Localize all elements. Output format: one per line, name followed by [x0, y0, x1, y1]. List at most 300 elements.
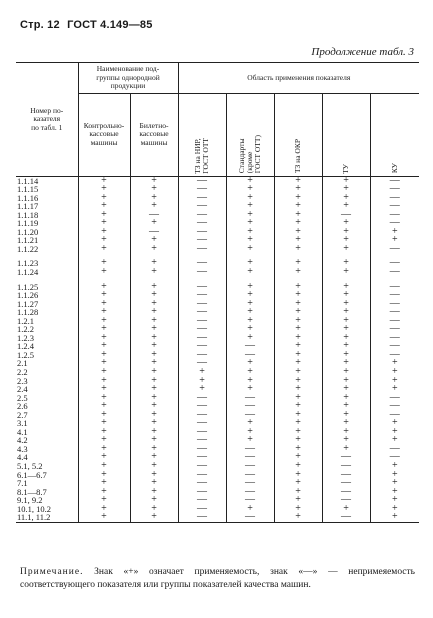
- applicability-mark: +: [322, 194, 370, 203]
- col-header-indicator-number: Номер по- казателя по табл. 1: [16, 63, 78, 177]
- applicability-mark: +: [78, 245, 130, 254]
- applicability-mark: +: [130, 268, 178, 277]
- applicability-mark: +: [130, 505, 178, 514]
- applicability-mark: +: [226, 377, 274, 386]
- applicability-mark: +: [78, 479, 130, 488]
- table-row: [16, 453, 419, 462]
- applicability-mark: +: [130, 488, 178, 497]
- applicability-mark: +: [322, 259, 370, 268]
- applicability-mark: +: [274, 445, 322, 454]
- applicability-mark: —: [370, 325, 419, 334]
- applicability-mark: +: [274, 325, 322, 334]
- applicability-mark: +: [274, 236, 322, 245]
- applicability-mark: +: [322, 342, 370, 351]
- applicability-mark: +: [130, 342, 178, 351]
- applicability-mark: +: [274, 453, 322, 462]
- table-row: [16, 513, 419, 522]
- applicability-mark: +: [78, 291, 130, 300]
- applicability-mark: +: [322, 291, 370, 300]
- applicability-mark: +: [274, 436, 322, 445]
- applicability-mark: +: [78, 202, 130, 211]
- applicability-mark: +: [78, 359, 130, 368]
- applicability-mark: +: [226, 428, 274, 437]
- applicability-mark: +: [274, 368, 322, 377]
- col-header-tu: ТУ: [322, 93, 370, 176]
- applicability-mark: +: [78, 351, 130, 360]
- table-row: [16, 428, 419, 437]
- applicability-mark: +: [322, 411, 370, 420]
- applicability-mark: +: [226, 325, 274, 334]
- indicator-number: 4.3: [16, 445, 78, 454]
- applicability-mark: +: [78, 317, 130, 326]
- applicability-mark: —: [322, 462, 370, 471]
- table-row: [16, 202, 419, 211]
- applicability-mark: —: [370, 453, 419, 462]
- applicability-mark: +: [226, 194, 274, 203]
- indicator-number: 1.1.17: [16, 202, 78, 211]
- applicability-mark: +: [78, 300, 130, 309]
- table-row: [16, 385, 419, 394]
- applicability-mark: —: [178, 342, 226, 351]
- applicability-mark: —: [178, 479, 226, 488]
- applicability-mark: —: [178, 308, 226, 317]
- applicability-mark: +: [274, 219, 322, 228]
- applicability-mark: +: [78, 176, 130, 185]
- applicability-mark: +: [78, 325, 130, 334]
- applicability-mark: +: [78, 462, 130, 471]
- table-row: [16, 176, 419, 185]
- applicability-mark: —: [370, 308, 419, 317]
- applicability-mark: +: [130, 176, 178, 185]
- applicability-mark: +: [78, 419, 130, 428]
- applicability-mark: —: [226, 462, 274, 471]
- table-row: [16, 394, 419, 403]
- applicability-mark: —: [178, 283, 226, 292]
- applicability-mark: +: [78, 219, 130, 228]
- applicability-mark: —: [226, 351, 274, 360]
- table-row: [16, 283, 419, 292]
- indicator-number: 1.1.26: [16, 291, 78, 300]
- applicability-mark: —: [322, 211, 370, 220]
- applicability-mark: +: [274, 462, 322, 471]
- col-header-ticket-machines: Билетно- кассовые машины: [130, 93, 178, 176]
- indicator-number: 2.1: [16, 359, 78, 368]
- applicability-mark: —: [370, 283, 419, 292]
- table-row: [16, 219, 419, 228]
- applicability-mark: +: [370, 462, 419, 471]
- table-row: [16, 445, 419, 454]
- applicability-mark: +: [274, 176, 322, 185]
- applicability-mark: +: [370, 368, 419, 377]
- indicator-number: 2.7: [16, 411, 78, 420]
- applicability-mark: —: [370, 445, 419, 454]
- applicability-mark: +: [322, 268, 370, 277]
- table-row: [16, 317, 419, 326]
- applicability-mark: +: [322, 351, 370, 360]
- applicability-mark: +: [130, 385, 178, 394]
- applicability-mark: +: [274, 411, 322, 420]
- indicator-number: 11.1, 11.2: [16, 513, 78, 522]
- indicator-number: 2.4: [16, 385, 78, 394]
- applicability-mark: +: [274, 428, 322, 437]
- page-header: [20, 19, 157, 31]
- applicability-mark: +: [322, 505, 370, 514]
- col-header-ku: КУ: [370, 93, 419, 176]
- applicability-mark: +: [370, 513, 419, 522]
- indicator-number: 1.1.20: [16, 228, 78, 237]
- applicability-mark: +: [226, 368, 274, 377]
- applicability-mark: —: [226, 394, 274, 403]
- applicability-mark: +: [226, 334, 274, 343]
- applicability-mark: —: [178, 453, 226, 462]
- applicability-mark: —: [226, 342, 274, 351]
- applicability-mark: +: [322, 385, 370, 394]
- applicability-mark: +: [322, 368, 370, 377]
- applicability-mark: —: [178, 185, 226, 194]
- applicability-mark: —: [178, 236, 226, 245]
- applicability-mark: +: [130, 471, 178, 480]
- applicability-mark: +: [370, 385, 419, 394]
- applicability-mark: —: [178, 351, 226, 360]
- applicability-mark: +: [130, 436, 178, 445]
- table-row: [16, 259, 419, 268]
- applicability-mark: —: [370, 342, 419, 351]
- applicability-mark: +: [370, 428, 419, 437]
- applicability-mark: +: [130, 185, 178, 194]
- table-row: [16, 462, 419, 471]
- applicability-mark: —: [178, 228, 226, 237]
- applicability-mark: +: [78, 268, 130, 277]
- applicability-mark: —: [370, 194, 419, 203]
- applicability-mark: +: [322, 219, 370, 228]
- table-row: [16, 436, 419, 445]
- applicability-mark: +: [322, 359, 370, 368]
- table-continuation-label: Продолжение табл. 3: [311, 46, 414, 58]
- applicability-mark: +: [322, 283, 370, 292]
- indicator-number: 1.2.5: [16, 351, 78, 360]
- table-row: [16, 402, 419, 411]
- applicability-mark: +: [78, 428, 130, 437]
- applicability-mark: +: [130, 453, 178, 462]
- applicability-mark: —: [226, 513, 274, 522]
- indicator-number: 2.2: [16, 368, 78, 377]
- applicability-mark: +: [226, 359, 274, 368]
- applicability-mark: +: [130, 236, 178, 245]
- applicability-mark: +: [226, 219, 274, 228]
- applicability-mark: —: [178, 325, 226, 334]
- applicability-mark: —: [322, 488, 370, 497]
- applicability-mark: —: [370, 211, 419, 220]
- applicability-mark: —: [370, 300, 419, 309]
- indicator-number: 9.1, 9.2: [16, 496, 78, 505]
- applicability-mark: +: [322, 428, 370, 437]
- applicability-mark: +: [322, 236, 370, 245]
- indicator-number: 2.6: [16, 402, 78, 411]
- applicability-mark: +: [130, 202, 178, 211]
- indicator-number: 4.4: [16, 453, 78, 462]
- applicability-mark: —: [178, 317, 226, 326]
- indicator-number: 7.1: [16, 479, 78, 488]
- applicability-mark: +: [78, 436, 130, 445]
- applicability-mark: +: [370, 496, 419, 505]
- applicability-mark: —: [370, 394, 419, 403]
- applicability-mark: +: [130, 496, 178, 505]
- applicability-mark: +: [78, 368, 130, 377]
- applicability-mark: —: [178, 445, 226, 454]
- table-row: [16, 351, 419, 360]
- applicability-mark: +: [130, 317, 178, 326]
- applicability-mark: +: [130, 445, 178, 454]
- applicability-mark: —: [178, 219, 226, 228]
- applicability-mark: +: [130, 462, 178, 471]
- applicability-mark: +: [370, 479, 419, 488]
- applicability-mark: +: [370, 436, 419, 445]
- applicability-mark: —: [370, 176, 419, 185]
- applicability-mark: —: [226, 496, 274, 505]
- applicability-mark: +: [78, 394, 130, 403]
- applicability-mark: —: [178, 300, 226, 309]
- indicator-number: 1.1.25: [16, 283, 78, 292]
- indicator-number: 4.1: [16, 428, 78, 437]
- applicability-mark: +: [226, 436, 274, 445]
- applicability-mark: —: [322, 479, 370, 488]
- applicability-mark: +: [78, 488, 130, 497]
- applicability-mark: +: [226, 300, 274, 309]
- applicability-mark: +: [78, 445, 130, 454]
- applicability-mark: —: [370, 402, 419, 411]
- applicability-mark: +: [226, 419, 274, 428]
- applicability-mark: +: [322, 377, 370, 386]
- indicator-number: 1.1.14: [16, 176, 78, 185]
- indicator-number: 1.2.1: [16, 317, 78, 326]
- indicator-number: 1.1.19: [16, 219, 78, 228]
- applicability-mark: +: [274, 245, 322, 254]
- indicator-number: 2.5: [16, 394, 78, 403]
- applicability-mark: +: [274, 334, 322, 343]
- applicability-mark: +: [178, 385, 226, 394]
- applicability-mark: —: [370, 317, 419, 326]
- applicability-mark: —: [178, 291, 226, 300]
- applicability-mark: —: [178, 202, 226, 211]
- applicability-mark: +: [78, 236, 130, 245]
- applicability-mark: +: [274, 300, 322, 309]
- applicability-mark: —: [178, 462, 226, 471]
- applicability-mark: +: [226, 185, 274, 194]
- applicability-mark: —: [178, 513, 226, 522]
- applicability-mark: +: [226, 259, 274, 268]
- applicability-mark: +: [274, 202, 322, 211]
- applicability-mark: +: [226, 176, 274, 185]
- col-header-standards: Стандарты (кроме ГОСТ ОТТ): [226, 93, 274, 176]
- applicability-mark: +: [274, 385, 322, 394]
- col-header-tz-nir: ТЗ на НИР, ГОСТ ОТТ: [178, 93, 226, 176]
- applicability-mark: +: [130, 419, 178, 428]
- table-row: [16, 300, 419, 309]
- applicability-mark: +: [370, 359, 419, 368]
- applicability-mark: —: [370, 185, 419, 194]
- applicability-mark: +: [322, 325, 370, 334]
- applicability-mark: +: [226, 228, 274, 237]
- table-row: [16, 496, 419, 505]
- applicability-mark: +: [130, 428, 178, 437]
- applicability-mark: +: [78, 513, 130, 522]
- applicability-mark: —: [370, 259, 419, 268]
- indicator-number: 3.1: [16, 419, 78, 428]
- applicability-mark: +: [322, 402, 370, 411]
- applicability-mark: +: [130, 259, 178, 268]
- applicability-mark: +: [370, 471, 419, 480]
- indicator-number: 2.3: [16, 377, 78, 386]
- applicability-mark: +: [322, 419, 370, 428]
- applicability-mark: —: [178, 428, 226, 437]
- applicability-mark: —: [370, 411, 419, 420]
- applicability-mark: +: [274, 185, 322, 194]
- applicability-mark: —: [178, 411, 226, 420]
- applicability-mark: +: [78, 185, 130, 194]
- applicability-mark: +: [322, 436, 370, 445]
- applicability-mark: —: [178, 268, 226, 277]
- applicability-mark: +: [274, 211, 322, 220]
- applicability-mark: +: [78, 308, 130, 317]
- applicability-mark: +: [130, 359, 178, 368]
- table-row: [16, 194, 419, 203]
- applicability-mark: —: [178, 471, 226, 480]
- applicability-mark: +: [130, 194, 178, 203]
- applicability-mark: +: [226, 268, 274, 277]
- applicability-mark: +: [130, 377, 178, 386]
- applicability-mark: +: [322, 317, 370, 326]
- applicability-mark: —: [370, 202, 419, 211]
- table-row: [16, 245, 419, 254]
- applicability-mark: +: [78, 385, 130, 394]
- table-row: [16, 488, 419, 497]
- applicability-mark: +: [130, 219, 178, 228]
- applicability-mark: —: [226, 445, 274, 454]
- applicability-mark: +: [274, 268, 322, 277]
- indicator-number: 1.1.21: [16, 236, 78, 245]
- applicability-mark: +: [274, 317, 322, 326]
- applicability-mark: —: [130, 211, 178, 220]
- applicability-mark: +: [130, 479, 178, 488]
- footnote-label: Примечание.: [20, 567, 84, 577]
- table-row: [16, 471, 419, 480]
- applicability-mark: —: [370, 291, 419, 300]
- applicability-mark: +: [274, 419, 322, 428]
- applicability-mark: +: [78, 377, 130, 386]
- applicability-mark: +: [370, 228, 419, 237]
- table-row: [16, 479, 419, 488]
- indicator-number: 1.1.23: [16, 259, 78, 268]
- applicability-mark: +: [130, 402, 178, 411]
- applicability-mark: +: [130, 325, 178, 334]
- applicability-mark: —: [130, 228, 178, 237]
- applicability-mark: +: [274, 259, 322, 268]
- applicability-mark: +: [322, 445, 370, 454]
- applicability-mark: —: [322, 496, 370, 505]
- applicability-mark: —: [370, 351, 419, 360]
- applicability-mark: +: [78, 342, 130, 351]
- applicability-mark: —: [178, 488, 226, 497]
- applicability-mark: +: [130, 368, 178, 377]
- applicability-mark: +: [274, 377, 322, 386]
- applicability-mark: +: [322, 308, 370, 317]
- applicability-mark: +: [226, 505, 274, 514]
- applicability-mark: —: [178, 245, 226, 254]
- applicability-mark: +: [130, 334, 178, 343]
- applicability-mark: +: [274, 351, 322, 360]
- applicability-mark: +: [78, 411, 130, 420]
- applicability-mark: +: [178, 377, 226, 386]
- applicability-mark: +: [78, 259, 130, 268]
- applicability-mark: +: [226, 291, 274, 300]
- indicator-number: 1.1.28: [16, 308, 78, 317]
- applicability-mark: +: [178, 368, 226, 377]
- applicability-mark: —: [226, 402, 274, 411]
- applicability-mark: +: [130, 308, 178, 317]
- applicability-mark: —: [370, 268, 419, 277]
- applicability-mark: —: [226, 479, 274, 488]
- indicator-number: 6.1—6.7: [16, 471, 78, 480]
- applicability-mark: +: [130, 283, 178, 292]
- table-row: [16, 308, 419, 317]
- applicability-mark: —: [178, 194, 226, 203]
- indicator-number: 1.1.24: [16, 268, 78, 277]
- applicability-mark: —: [370, 219, 419, 228]
- table-row: [16, 211, 419, 220]
- applicability-mark: +: [78, 283, 130, 292]
- footnote: [20, 566, 415, 592]
- applicability-mark: +: [274, 505, 322, 514]
- applicability-mark: —: [178, 394, 226, 403]
- indicator-number: 8.1—8.7: [16, 488, 78, 497]
- indicator-number: 1.1.16: [16, 194, 78, 203]
- applicability-mark: +: [322, 334, 370, 343]
- table-row: [16, 325, 419, 334]
- applicability-mark: —: [370, 245, 419, 254]
- standard-code: ГОСТ 4.149—85: [67, 19, 153, 31]
- applicability-mark: +: [370, 377, 419, 386]
- table-row: [16, 411, 419, 420]
- applicability-mark: +: [322, 300, 370, 309]
- indicator-number: 1.1.15: [16, 185, 78, 194]
- applicability-mark: +: [78, 505, 130, 514]
- applicability-mark: —: [226, 411, 274, 420]
- applicability-mark: +: [78, 471, 130, 480]
- table-row: [16, 505, 419, 514]
- applicability-mark: +: [274, 402, 322, 411]
- applicability-mark: +: [370, 419, 419, 428]
- applicability-mark: +: [78, 496, 130, 505]
- applicability-mark: +: [370, 236, 419, 245]
- table-row: [16, 236, 419, 245]
- table-row: [16, 185, 419, 194]
- applicability-mark: +: [130, 513, 178, 522]
- applicability-mark: +: [78, 334, 130, 343]
- col-header-application-area: Область применения показателя: [178, 63, 419, 94]
- table-row: [16, 377, 419, 386]
- page-number: Стр. 12: [20, 19, 60, 31]
- applicability-mark: +: [274, 291, 322, 300]
- applicability-mark: —: [322, 471, 370, 480]
- applicability-mark: +: [78, 453, 130, 462]
- applicability-mark: +: [274, 513, 322, 522]
- applicability-mark: +: [274, 308, 322, 317]
- table-row: [16, 342, 419, 351]
- applicability-mark: +: [226, 211, 274, 220]
- applicability-mark: +: [226, 308, 274, 317]
- indicator-number: 4.2: [16, 436, 78, 445]
- table-row: [16, 334, 419, 343]
